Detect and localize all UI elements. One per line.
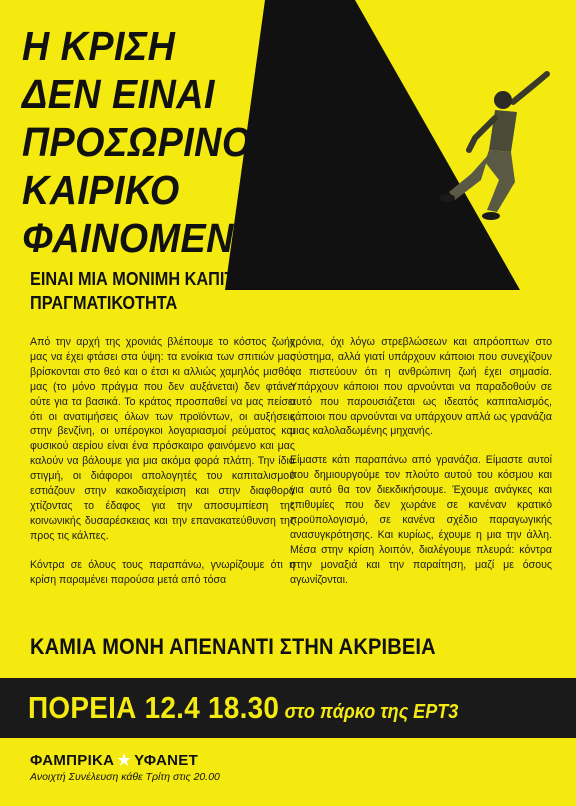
body-paragraph: Κόντρα σε όλους τους παραπάνω, γνωρίζουμε ότι η κρίση παραμένει παρούσα μετά από τόσα: [30, 558, 295, 586]
title-line: ΔΕΝ ΕΙΝΑΙ: [22, 71, 215, 117]
slogan: ΚΑΜΙΑ ΜΟΝΗ ΑΠΕΝΑΝΤΙ ΣΤΗΝ ΑΚΡΙΒΕΙΑ: [30, 634, 436, 659]
organizer-signature: [30, 751, 198, 769]
subtitle-line: ΠΡΑΓΜΑΤΙΚΟΤΗΤΑ: [30, 292, 178, 313]
march-date-time: ΠΟΡΕΙΑ 12.4 18.30: [28, 690, 280, 725]
body-paragraph: χρόνια, όχι λόγω στρεβλώσεων και απρόοπτων στο σύστημα, αλλά γιατί υπάρχουν κάποιοι που συνεχίζουν να πιστεύουν ότι η ανθρώπινη ζωή έχει σημασία. Υπάρχουν κάποιοι που αρνούνται να παραδοθούν σε αυτό που παρουσιάζεται ως ιδεατός καπιταλισμός, κάποιοι που αρνούνται να υπάρχουν απλά ως γρανάζια μιας καλολαδωμένης μηχανής.: [290, 336, 552, 438]
title-line: ΦΑΙΝΟΜΕΝΟ: [22, 215, 264, 261]
subtitle-line: ΕΙΝΑΙ ΜΙΑ ΜΟΝΙΜΗ ΚΑΠΙΤΑΛΙΣΤΙΚΗ: [30, 268, 309, 289]
title-line: ΚΑΙΡΙΚΟ: [22, 167, 180, 213]
organizer-right: ΥΦΑΝΕΤ: [134, 752, 199, 769]
poster-title: [22, 22, 264, 262]
assembly-note: Ανοιχτή Συνέλευση κάθε Τρίτη στις 20.00: [30, 771, 220, 783]
body-column-left: [30, 335, 295, 602]
march-info: [28, 690, 458, 726]
body-paragraph: Είμαστε κάτι παραπάνω από γρανάζια. Είμαστε αυτοί που δημιουργούμε τον πλούτο αυτού του κόσμου και για αυτό θα τον διεκδικήσουμε. Έχουμε ανάγκες και επιθυμίες που δεν χωράνε σε κανέναν κρατικό προϋπολογισμό, σε κανένα σχέδιο παραγωγικής ανασυγκρότησης. Και κυρίως, έχουμε η μια την άλλη. Μέσα στην κρίση λοιπόν, διαλέγουμε πλευρά: κόντρα στην μοναξιά και την παραίτηση, μαζί με όσους αγωνίζονται.: [290, 454, 552, 586]
organizer-left: ΦΑΜΠΡΙΚΑ: [30, 752, 115, 769]
march-band: [0, 678, 576, 738]
title-line: ΠΡΟΣΩΡΙΝΟ: [22, 119, 252, 165]
title-line: Η ΚΡΙΣΗ: [22, 23, 176, 69]
poster-subtitle: [30, 267, 308, 315]
star-icon: ★: [117, 752, 132, 769]
dancer-figure: [425, 62, 565, 252]
march-place: στο πάρκο της ΕΡΤ3: [284, 701, 459, 723]
body-column-right: [290, 335, 552, 602]
body-paragraph: Από την αρχή της χρονιάς βλέπουμε το κόστος ζωής μας να έχει φτάσει στα ύψη: τα ενοίκια των σπιτιών μας βρίσκονται στο θεό και ο έτσι κι αλλιώς χαμηλός μισθός μας (το μόνο πράγμα που δεν αυξάνεται) δεν φτάνει ούτε για τα βασικά. Το κράτος προσπαθεί να μας πείσει ότι οι ανατιμήσεις όλων των προϊόντων, οι αυξήσεις στην βενζίνη, οι υπέρογκοι λογαριασμοί ρεύματος και φυσικού αερίου είναι ένα πρόσκαιρο φαινόμενο και μας καλούν να βάλουμε για μια ακόμα φορά πλάτη. Την ίδια στιγμή, οι διάφοροι απολογητές του καπιταλισμού εστιάζουν στην κακοδιαχείριση και στην διαφθορά χτίζοντας το έδαφος για την αποσυμπίεση της κοινωνικής δυσαρέσκειας και την επανακατεύθυνση της προς τις κάλπες.: [30, 336, 295, 542]
